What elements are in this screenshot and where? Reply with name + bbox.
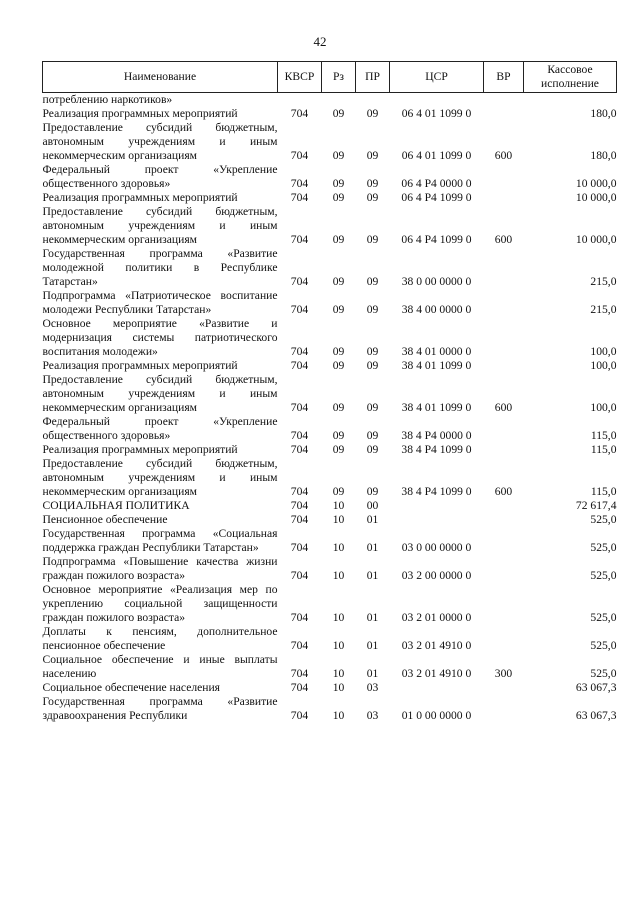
row-vr [484,625,524,653]
row-rz: 09 [332,359,345,372]
row-csr: 38 4 01 1099 0 [401,401,472,414]
row-vr [484,583,524,625]
row-pr: 01 [366,611,379,624]
row-amount: 525,0 [590,667,617,680]
row-kvsr: 704 [290,345,309,358]
row-kvsr: 704 [290,667,309,680]
row-rz: 10 [332,681,345,694]
row-kvsr: 704 [290,233,309,246]
row-name: Государственная программа «Развитие молодежной политики в Республике Татарстан» [42,247,278,288]
table-row [43,625,617,653]
row-amount: 525,0 [590,513,617,526]
table-row [43,513,617,527]
row-vr: 600 [494,485,513,498]
row-kvsr: 704 [290,499,309,512]
header-vr: ВР [484,62,524,93]
row-pr: 00 [366,499,379,512]
row-vr [484,107,524,121]
row-rz: 10 [332,639,345,652]
row-kvsr [278,93,322,108]
row-kvsr: 704 [290,681,309,694]
row-rz: 09 [332,275,345,288]
row-amount: 525,0 [590,611,617,624]
row-csr: 06 4 Р4 1099 0 [401,233,472,246]
row-rz [322,93,356,108]
row-name: СОЦИАЛЬНАЯ ПОЛИТИКА [42,499,190,512]
row-pr: 01 [366,569,379,582]
table-row [43,121,617,163]
row-vr: 600 [494,149,513,162]
row-rz: 09 [332,429,345,442]
row-vr [484,247,524,289]
row-rz: 09 [332,485,345,498]
row-amount: 63 067,3 [575,709,617,722]
row-rz: 10 [332,513,345,526]
row-amount: 72 617,4 [575,499,617,512]
table-row [43,205,617,247]
row-amount: 10 000,0 [575,177,617,190]
row-vr [484,415,524,443]
row-kvsr: 704 [290,275,309,288]
table-row [43,555,617,583]
row-pr: 01 [366,541,379,554]
row-rz: 09 [332,303,345,316]
row-rz: 10 [332,709,345,722]
page-number: 42 [313,34,327,49]
row-amount: 100,0 [590,359,617,372]
row-pr: 09 [366,275,379,288]
row-pr: 03 [366,681,379,694]
table-row [43,107,617,121]
row-pr: 09 [366,345,379,358]
header-pr: ПР [356,62,390,93]
header-amount-line2: исполнение [541,77,599,90]
row-vr [484,317,524,359]
row-name: Государственная программа «Социальная поддержка граждан Республики Татарстан» [42,527,278,554]
row-name: Предоставление субсидий бюджетным, автономным учреждениям и иным некоммерческим организациям [42,373,278,414]
table-row [43,457,617,499]
row-pr: 09 [366,177,379,190]
row-pr: 09 [366,233,379,246]
row-csr [390,513,484,527]
row-vr [484,513,524,527]
table-row [43,289,617,317]
row-csr: 06 4 Р4 1099 0 [401,191,472,204]
row-kvsr: 704 [290,611,309,624]
table-row [43,415,617,443]
row-amount: 115,0 [590,443,617,456]
row-vr [484,443,524,457]
table-row [43,317,617,359]
row-rz: 09 [332,177,345,190]
header-amount [524,62,617,93]
row-name: Реализация программных мероприятий [42,359,238,372]
row-pr: 01 [366,667,379,680]
row-rz: 10 [332,541,345,554]
row-pr: 09 [366,485,379,498]
row-pr: 09 [366,401,379,414]
row-csr: 38 4 Р4 1099 0 [401,443,472,456]
header-kvsr: КВСР [278,62,322,93]
row-rz: 10 [332,569,345,582]
row-pr: 09 [366,429,379,442]
row-name: Доплаты к пенсиям, дополнительное пенсионное обеспечение [42,625,278,652]
row-amount: 10 000,0 [575,233,617,246]
row-kvsr: 704 [290,485,309,498]
row-name: Предоставление субсидий бюджетным, автономным учреждениям и иным некоммерческим организациям [42,457,278,498]
row-amount: 215,0 [590,275,617,288]
row-csr: 06 4 Р4 0000 0 [401,177,472,190]
header-rz: Рз [322,62,356,93]
row-rz: 10 [332,611,345,624]
row-rz: 09 [332,149,345,162]
row-name: Реализация программных мероприятий [42,443,238,456]
row-rz: 09 [332,401,345,414]
row-pr: 01 [366,513,379,526]
budget-table [42,61,617,723]
row-name: Федеральный проект «Укрепление общественного здоровья» [42,415,278,442]
row-amount: 115,0 [590,429,617,442]
table-row [43,499,617,513]
row-pr: 09 [366,149,379,162]
row-vr [484,191,524,205]
row-csr: 38 4 00 0000 0 [401,303,472,316]
row-csr: 01 0 00 0000 0 [401,709,472,722]
row-amount: 525,0 [590,541,617,554]
row-amount: 180,0 [590,149,617,162]
row-name: Подпрограмма «Повышение качества жизни граждан пожилого возраста» [42,555,278,582]
row-csr [390,499,484,513]
row-name: Реализация программных мероприятий [42,107,238,120]
row-amount: 10 000,0 [575,191,617,204]
row-vr [484,359,524,373]
table-row [43,373,617,415]
row-kvsr: 704 [290,303,309,316]
row-kvsr: 704 [290,429,309,442]
row-vr [484,527,524,555]
row-name: Социальное обеспечение и иные выплаты населению [42,653,278,680]
row-kvsr: 704 [290,569,309,582]
table-row [43,443,617,457]
row-kvsr: 704 [290,443,309,456]
table-row [43,247,617,289]
row-rz: 10 [332,667,345,680]
row-vr [484,555,524,583]
row-vr [484,695,524,723]
row-csr: 38 4 01 1099 0 [401,359,472,372]
row-rz: 09 [332,233,345,246]
row-rz: 09 [332,107,345,120]
row-rz: 09 [332,191,345,204]
row-name: Федеральный проект «Укрепление общественного здоровья» [42,163,278,190]
row-kvsr: 704 [290,541,309,554]
row-amount: 63 067,3 [575,681,617,694]
row-pr: 09 [366,443,379,456]
row-pr: 03 [366,709,379,722]
header-amount-line1: Кассовое [547,63,593,76]
table-row [43,583,617,625]
row-amount: 100,0 [590,345,617,358]
row-csr: 38 0 00 0000 0 [401,275,472,288]
table-row [43,359,617,373]
row-amount [524,93,617,108]
row-kvsr: 704 [290,107,309,120]
row-amount: 215,0 [590,303,617,316]
row-name: Предоставление субсидий бюджетным, автономным учреждениям и иным некоммерческим организациям [42,205,278,246]
row-csr: 03 0 00 0000 0 [401,541,472,554]
row-kvsr: 704 [290,709,309,722]
row-kvsr: 704 [290,177,309,190]
row-amount: 525,0 [590,639,617,652]
header-row [43,62,617,93]
row-csr: 03 2 01 4910 0 [401,639,472,652]
row-csr: 38 4 Р4 1099 0 [401,485,472,498]
row-vr: 600 [494,233,513,246]
row-name: Пенсионное обеспечение [42,513,168,526]
header-csr: ЦСР [390,62,484,93]
row-rz: 09 [332,345,345,358]
row-name: Предоставление субсидий бюджетным, автономным учреждениям и иным некоммерческим организациям [42,121,278,162]
row-kvsr: 704 [290,149,309,162]
table-row [43,163,617,191]
row-csr: 03 2 01 4910 0 [401,667,472,680]
row-pr: 09 [366,303,379,316]
row-csr: 06 4 01 1099 0 [401,107,472,120]
row-csr [390,681,484,695]
row-vr [484,93,524,108]
row-csr: 38 4 Р4 0000 0 [401,429,472,442]
row-amount: 100,0 [590,401,617,414]
row-kvsr: 704 [290,513,309,526]
row-rz: 10 [332,499,345,512]
header-name: Наименование [43,62,278,93]
row-csr: 06 4 01 1099 0 [401,149,472,162]
row-pr: 09 [366,191,379,204]
row-kvsr: 704 [290,359,309,372]
row-kvsr: 704 [290,191,309,204]
table-row [43,93,617,108]
table-row [43,191,617,205]
row-vr [484,681,524,695]
row-vr: 300 [494,667,513,680]
row-amount: 525,0 [590,569,617,582]
row-name: Реализация программных мероприятий [42,191,238,204]
table-row [43,527,617,555]
row-kvsr: 704 [290,401,309,414]
row-vr [484,499,524,513]
row-pr [356,93,390,108]
row-pr: 01 [366,639,379,652]
row-name: Основное мероприятие «Реализация мер по укреплению социальной защищенности граждан пожилого возраста» [42,583,278,624]
row-vr [484,289,524,317]
row-name: Подпрограмма «Патриотическое воспитание молодежи Республики Татарстан» [42,289,278,316]
row-csr [390,93,484,108]
table-row [43,681,617,695]
row-name: Государственная программа «Развитие здравоохранения Республики [42,695,278,722]
row-amount: 180,0 [590,107,617,120]
row-vr: 600 [494,401,513,414]
row-amount: 115,0 [590,485,617,498]
row-csr: 03 2 00 0000 0 [401,569,472,582]
row-pr: 09 [366,107,379,120]
row-name: потреблению наркотиков» [42,93,173,106]
row-pr: 09 [366,359,379,372]
table-row [43,653,617,681]
row-name: Социальное обеспечение населения [42,681,221,694]
row-csr: 38 4 01 0000 0 [401,345,472,358]
table-row [43,695,617,723]
row-rz: 09 [332,443,345,456]
row-csr: 03 2 01 0000 0 [401,611,472,624]
row-vr [484,163,524,191]
row-name: Основное мероприятие «Развитие и модернизация системы патриотического воспитания молодежи» [42,317,278,358]
row-kvsr: 704 [290,639,309,652]
